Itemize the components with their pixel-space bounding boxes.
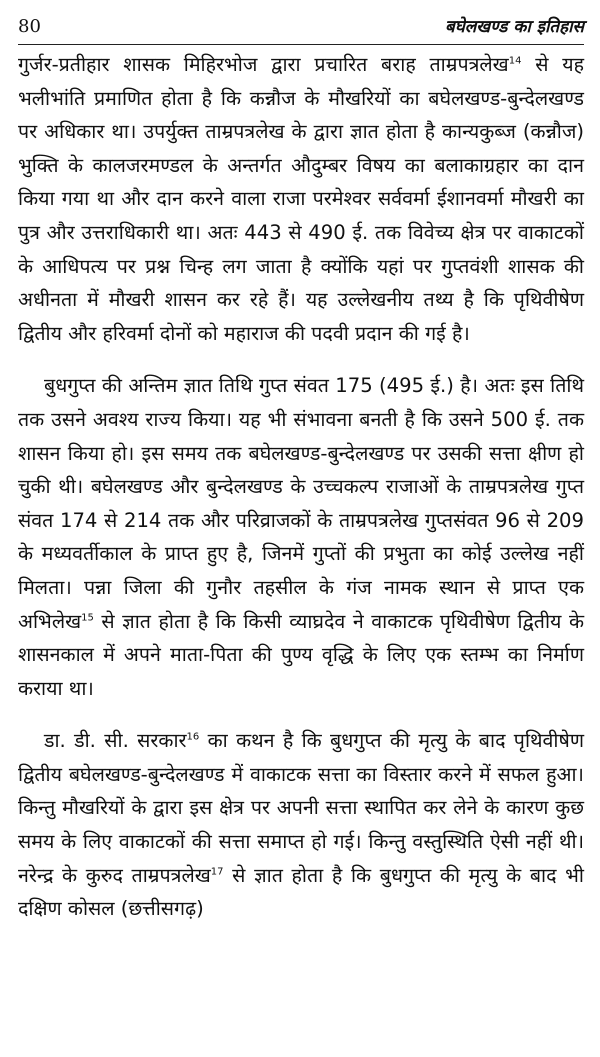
paragraph-text: गुर्जर-प्रतीहार शासक मिहिरभोज द्वारा प्रचारित बराह ताम्रपत्रलेख [18,53,509,76]
paragraph-2 [18,369,584,705]
page-header [18,0,584,45]
footnote-ref-15: 15 [81,611,94,623]
paragraph-3 [18,724,584,926]
paragraph-text: से ज्ञात होता है कि किसी व्याघ्रदेव ने वाकाटक पृथिवीषेण द्वितीय के शासनकाल में अपने माता-पिता की पुण्य वृद्धि के लिए एक स्तम्भ का निर्माण कराया था। [18,609,584,700]
footnote-ref-16: 16 [186,731,200,743]
footnote-ref-14: 14 [508,55,522,67]
book-page [18,0,584,926]
paragraph-text: का कथन है कि बुधगुप्त की मृत्यु के बाद पृथिवीषेण द्वितीय बघेलखण्ड-बुन्देलखण्ड में वाकाटक सत्ता का विस्तार करने में सफल हुआ। किन्तु मौखरियों के द्वारा इस क्षेत्र पर अपनी सत्ता स्थापित कर लेने के कारण कुछ समय के लिए वाकाटकों की सत्ता समाप्त हो गई। किन्तु वस्तुस्थिति ऐसी नहीं थी। नरेन्द्र के कुरुद ताम्रपत्रलेख [18,729,584,887]
paragraph-text: से ज्ञात होता है कि बुधगुप्त की मृत्यु के बाद भी दक्षिण कोसल (छत्तीसगढ़) [18,863,584,921]
running-title: बघेलखण्ड का इतिहास [444,17,584,37]
footnote-ref-17: 17 [210,866,224,878]
paragraph-text: बुधगुप्त की अन्तिम ज्ञात तिथि गुप्त संवत 175 (495 ई.) है। अतः इस तिथि तक उसने अवश्य राज्य किया। यह भी संभावना बनती है कि उसने 500 ई. तक शासन किया हो। इस समय तक बघेलखण्ड-बुन्देलखण्ड पर उसकी सत्ता क्षीण हो चुकी थी। बघेलखण्ड और बुन्देलखण्ड के उच्चकल्प राजाओं के ताम्रपत्रलेख गुप्त संवत 174 से 214 तक और परिव्राजकों के ताम्रपत्रलेख गुप्तसंवत 96 से 209 के मध्यवर्तीकाल के प्राप्त हुए है, जिनमें गुप्तों की प्रभुता का कोई उल्लेख नहीं मिलता। पन्ना जिला की गुनौर तहसील के गंज नामक स्थान से प्राप्त एक अभिलेख [18,374,584,633]
paragraph-1 [18,48,584,350]
page-number: 80 [18,16,41,37]
paragraph-text: डा. डी. सी. सरकार [44,729,187,753]
page-body [18,48,584,926]
paragraph-text: से यह भलीभांति प्रमाणित होता है कि कन्नौज के मौखरियों का बघेलखण्ड-बुन्देलखण्ड पर अधिकार था। उपर्युक्त ताम्रपत्रलेख के द्वारा ज्ञात होता है कान्यकुब्ज (कन्नौज) भुक्ति के कालजरमण्डल के अन्तर्गत औदुम्बर विषय का बलाकाग्रहार का दान किया गया था और दान करने वाला राजा परमेश्वर सर्ववर्मा ईशानवर्मा मौखरी का पुत्र और उत्तराधिकारी था। अतः 443 से 490 ई. तक विवेच्य क्षेत्र पर वाकाटकों के आधिपत्य पर प्रश्न चिन्ह लग जाता है क्योंकि यहां पर गुप्तवंशी शासक की अधीनता में मौखरी शासन कर रहे हैं। यह उल्लेखनीय तथ्य है कि पृथिवीषेण द्वितीय और हरिवर्मा दोनों को महाराज की पदवी प्रदान की गई है। [18,53,584,345]
